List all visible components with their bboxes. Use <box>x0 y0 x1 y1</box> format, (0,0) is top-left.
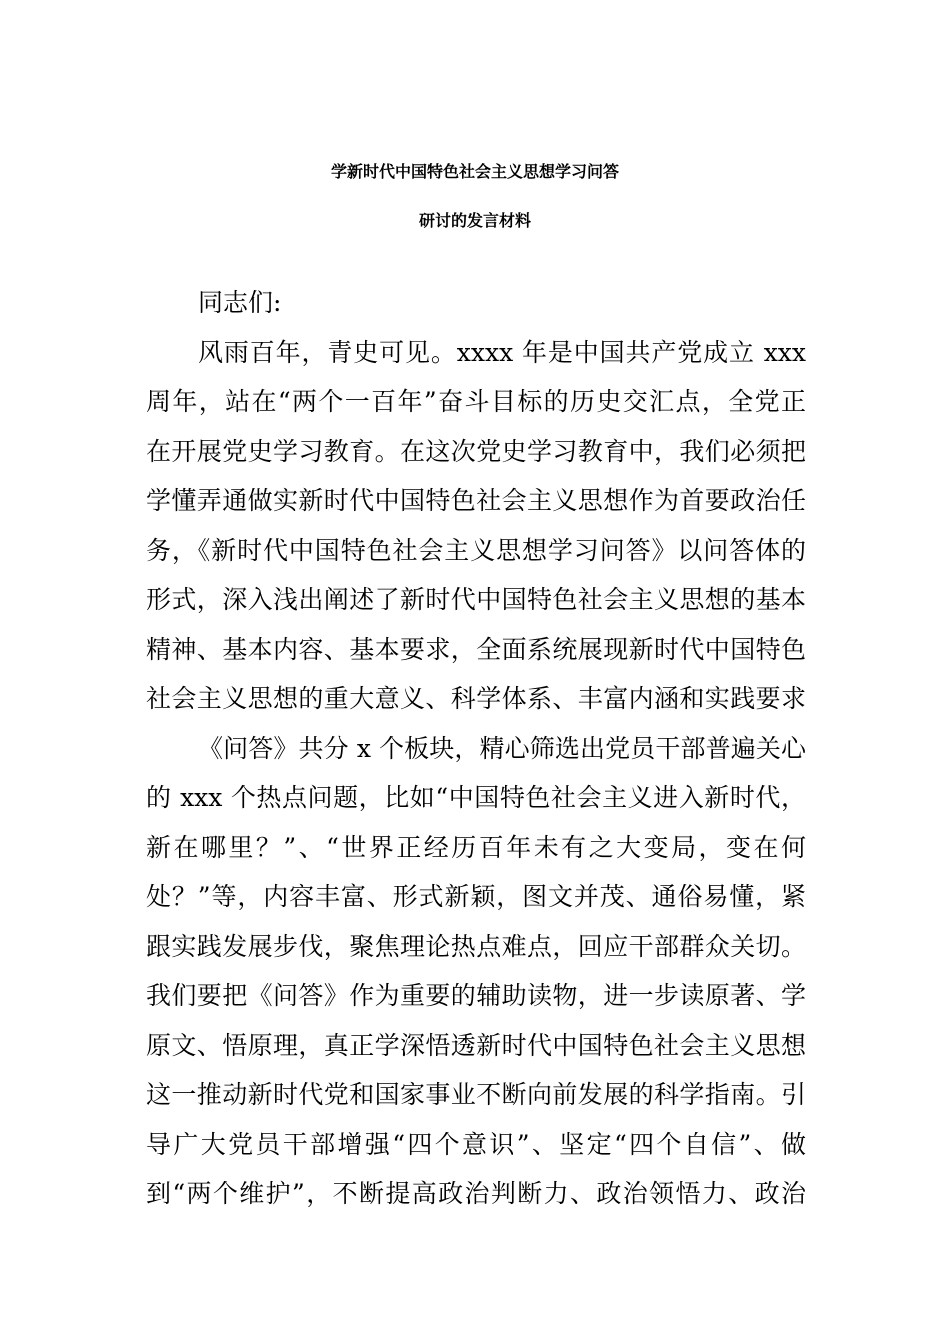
paragraph-1-line-4: 学懂弄通做实新时代中国特色社会主义思想作为首要政治任 <box>146 486 806 515</box>
document-title <box>0 150 950 243</box>
paragraph-2-line-8: 这一推动新时代党和国家事业不断向前发展的科学指南。引 <box>146 1080 806 1109</box>
document-body <box>146 278 806 1219</box>
paragraph-1-line-1: 风雨百年，青史可见。xxxx 年是中国共产党成立 xxx <box>198 337 806 367</box>
paragraph-1-line-2: 周年，站在“两个一百年”奋斗目标的历史交汇点，全党正 <box>146 387 806 416</box>
paragraph-2-line-9: 导广大党员干部增强“四个意识”、坚定“四个自信”、做 <box>146 1129 806 1159</box>
paragraph-1-line-6: 形式，深入浅出阐述了新时代中国特色社会主义思想的基本 <box>146 585 806 614</box>
salutation: 同志们: <box>198 288 282 317</box>
paragraph-2-line-7: 原文、悟原理，真正学深悟透新时代中国特色社会主义思想 <box>146 1030 806 1060</box>
paragraph-1-line-5: 务，《新时代中国特色社会主义思想学习问答》以问答体的 <box>146 535 806 565</box>
paragraph-2-line-1: 《问答》共分 x 个板块，精心筛选出党员干部普遍关心 <box>198 733 806 763</box>
paragraph-2-line-6: 我们要把《问答》作为重要的辅助读物，进一步读原著、学 <box>146 981 806 1010</box>
paragraph-2-line-5: 跟实践发展步伐，聚焦理论热点难点，回应干部群众关切。 <box>146 931 806 961</box>
paragraph-2-line-3: 新在哪里？”、“世界正经历百年未有之大变局，变在何 <box>146 832 806 862</box>
paragraph-2-line-2: 的 xxx 个热点问题，比如“中国特色社会主义进入新时代， <box>146 783 806 812</box>
title-line-2: 研讨的发言材料 <box>418 211 531 230</box>
paragraph-2-line-4: 处？”等，内容丰富、形式新颖，图文并茂、通俗易懂，紧 <box>146 882 806 911</box>
paragraph-1-line-3: 在开展党史学习教育。在这次党史学习教育中，我们必须把 <box>146 436 806 466</box>
paragraph-1-line-8: 社会主义思想的重大意义、科学体系、丰富内涵和实践要求 <box>146 684 806 713</box>
paragraph-1-line-7: 精神、基本内容、基本要求，全面系统展现新时代中国特色 <box>146 634 806 664</box>
paragraph-2-line-10: 到“两个维护”，不断提高政治判断力、政治领悟力、政治 <box>146 1179 806 1208</box>
title-line-1: 学新时代中国特色社会主义思想学习问答 <box>330 162 619 181</box>
